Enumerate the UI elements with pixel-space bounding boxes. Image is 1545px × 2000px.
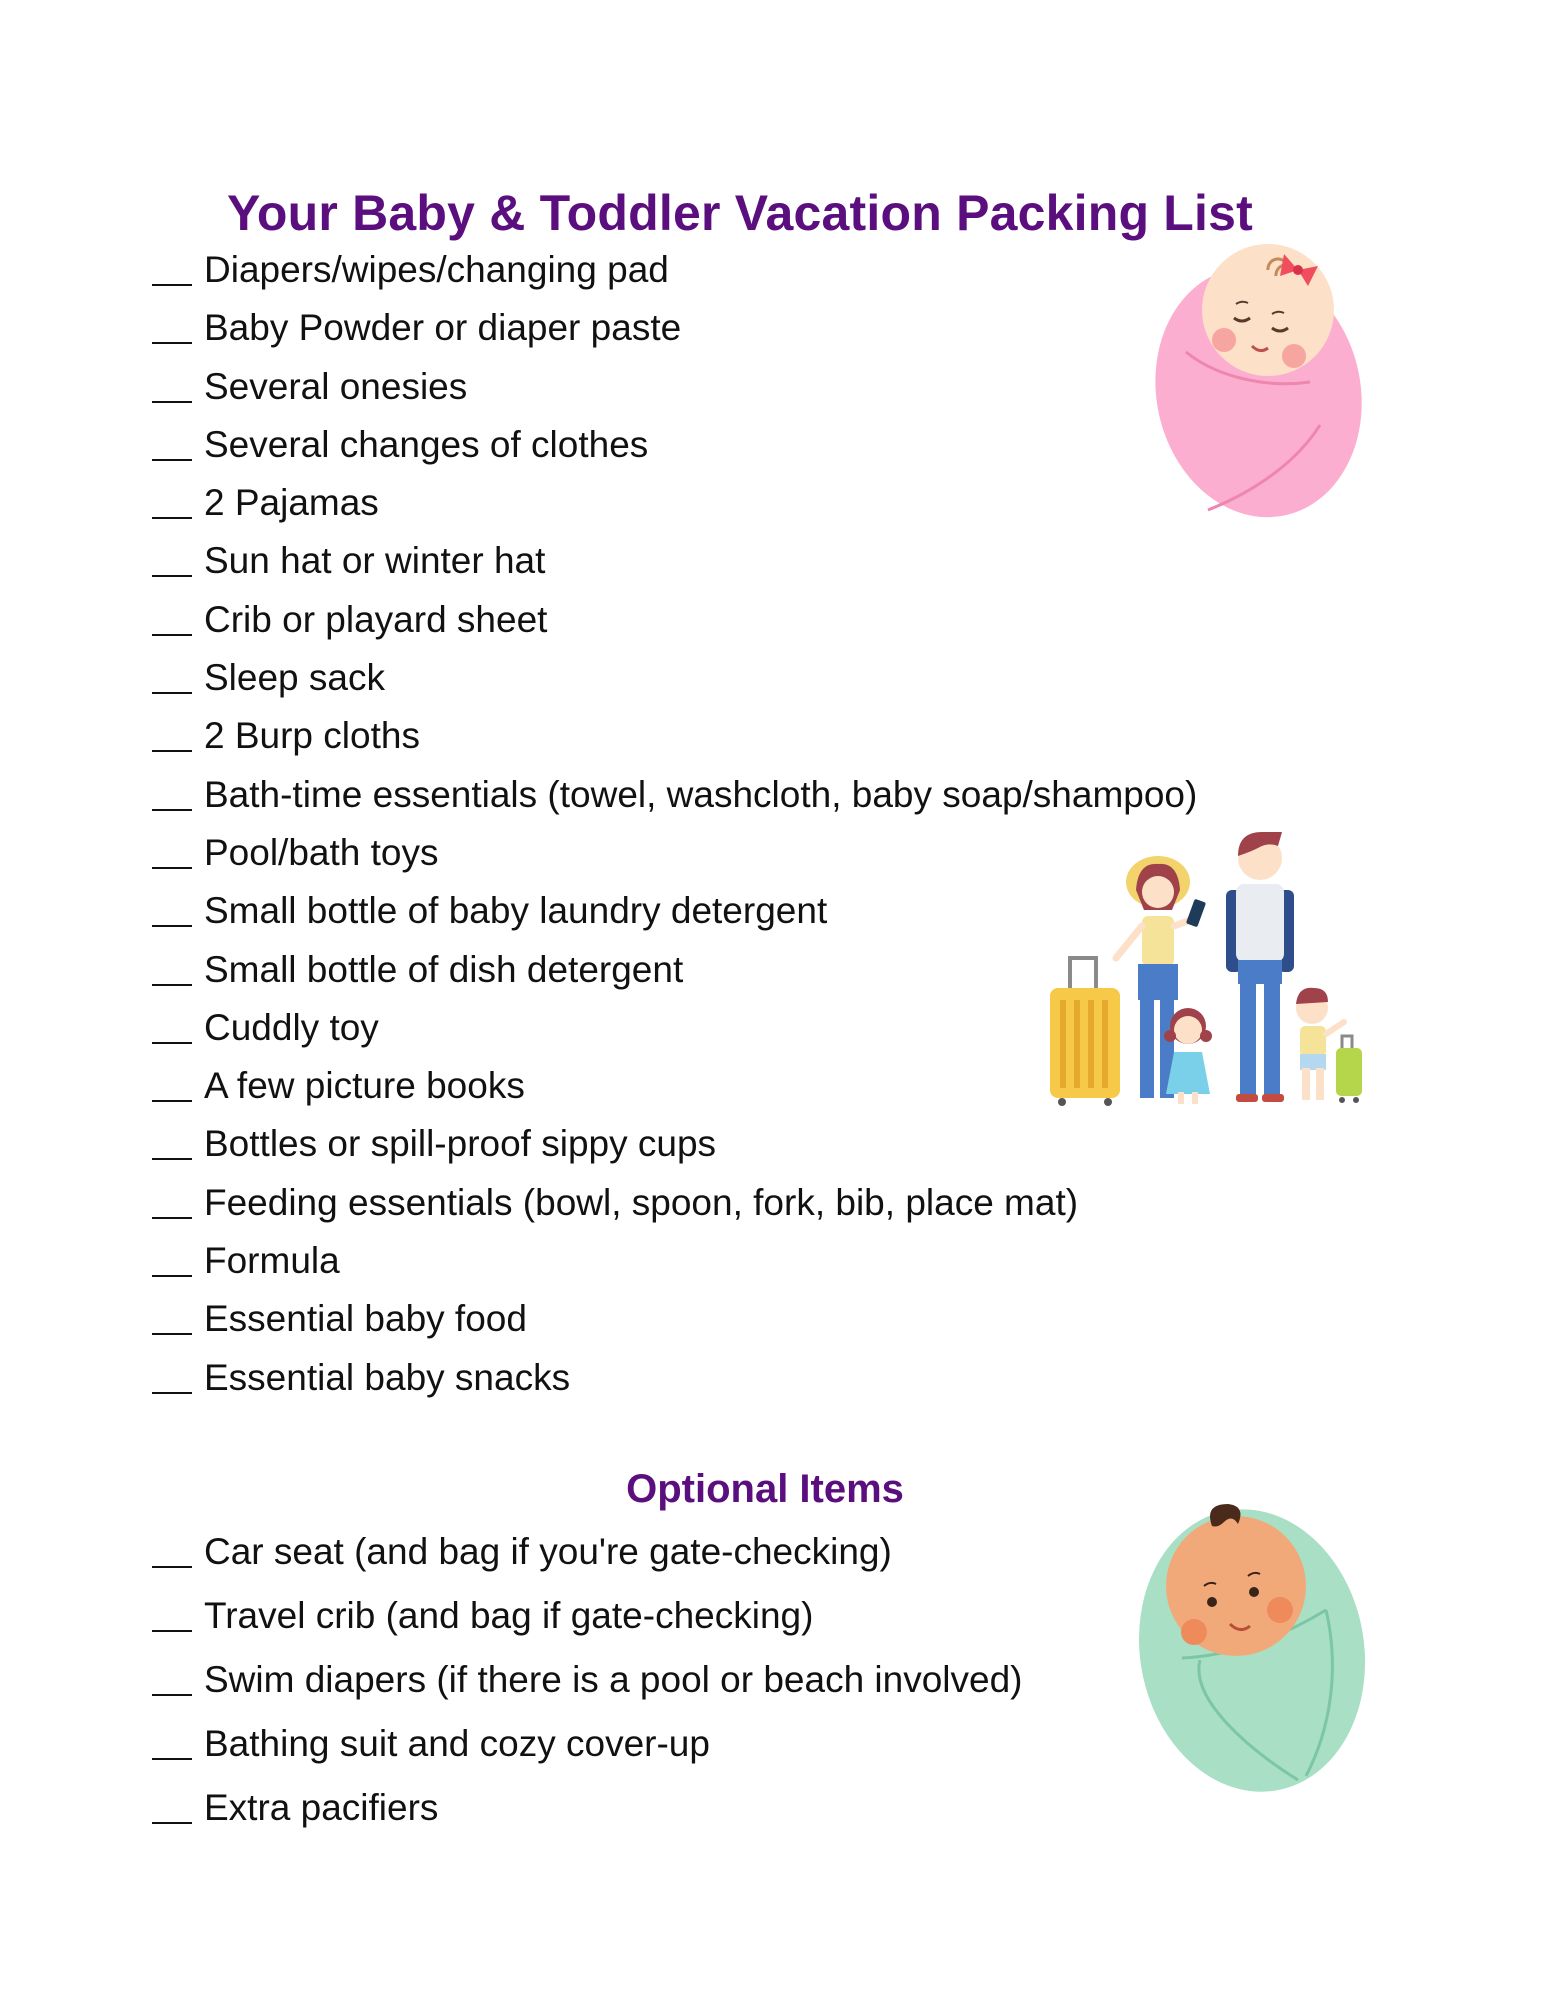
checklist-item	[152, 766, 1197, 824]
checkbox-blank-line[interactable]	[152, 284, 192, 286]
checklist-item	[152, 1174, 1197, 1232]
checkbox-blank-line[interactable]	[152, 1275, 192, 1277]
checkbox-blank-line[interactable]	[152, 634, 192, 636]
checkbox-blank-line[interactable]	[152, 342, 192, 344]
checkbox-blank-line[interactable]	[152, 1694, 192, 1696]
optional-checklist-item	[152, 1776, 1023, 1840]
checkbox-blank-line[interactable]	[152, 1566, 192, 1568]
item-label: Car seat (and bag if you're gate-checking)	[204, 1531, 892, 1572]
checkbox-blank-line[interactable]	[152, 1392, 192, 1394]
item-label: 2 Pajamas	[204, 482, 379, 524]
optional-checklist-item	[152, 1520, 1023, 1584]
optional-checklist-item	[152, 1648, 1023, 1712]
item-label: Feeding essentials (bowl, spoon, fork, bib, place mat)	[204, 1181, 1079, 1223]
father-figure	[1226, 832, 1294, 1102]
item-label: Diapers/wipes/changing pad	[204, 249, 669, 290]
checklist-item	[152, 241, 1197, 299]
item-label: Bath-time essentials (towel, washcloth, baby soap/shampoo)	[204, 773, 1198, 815]
checkbox-blank-line[interactable]	[152, 692, 192, 694]
item-label: Several onesies	[204, 365, 468, 407]
item-label: Small bottle of dish detergent	[204, 948, 684, 990]
item-label: Cuddly toy	[204, 1006, 379, 1048]
checkbox-blank-line[interactable]	[152, 1822, 192, 1824]
checkbox-blank-line[interactable]	[152, 1217, 192, 1219]
checkbox-blank-line[interactable]	[152, 1333, 192, 1335]
checkbox-blank-line[interactable]	[152, 1758, 192, 1760]
yellow-suitcase-icon	[1050, 958, 1120, 1106]
checkbox-blank-line[interactable]	[152, 809, 192, 811]
item-label: Essential baby food	[204, 1298, 527, 1340]
page-title: Your Baby & Toddler Vacation Packing List	[227, 184, 1253, 241]
item-label: Several changes of clothes	[204, 423, 649, 465]
cheek-blush	[1181, 1619, 1207, 1645]
checklist-item	[152, 591, 1197, 649]
checklist-item	[152, 532, 1197, 590]
awake-baby-illustration	[1130, 1500, 1380, 1800]
eye	[1249, 1587, 1259, 1597]
item-label: Formula	[204, 1240, 340, 1282]
item-label: Extra pacifiers	[204, 1787, 439, 1828]
family-travel-illustration	[1040, 830, 1380, 1130]
checkbox-blank-line[interactable]	[152, 1042, 192, 1044]
checkbox-blank-line[interactable]	[152, 459, 192, 461]
item-label: Bottles or spill-proof sippy cups	[204, 1123, 717, 1165]
item-label: Pool/bath toys	[204, 831, 439, 873]
checkbox-blank-line[interactable]	[152, 1100, 192, 1102]
checkbox-blank-line[interactable]	[152, 1158, 192, 1160]
item-label: Swim diapers (if there is a pool or beach involved)	[204, 1659, 1023, 1700]
checklist-item	[152, 1232, 1197, 1290]
item-label: Essential baby snacks	[204, 1356, 571, 1398]
checkbox-blank-line[interactable]	[152, 750, 192, 752]
optional-checklist	[152, 1520, 1023, 1840]
item-label: Crib or playard sheet	[204, 598, 548, 640]
checkbox-blank-line[interactable]	[152, 867, 192, 869]
checkbox-blank-line[interactable]	[152, 575, 192, 577]
checklist-item	[152, 1290, 1197, 1348]
item-label: Bathing suit and cozy cover-up	[204, 1723, 710, 1764]
item-label: Travel crib (and bag if gate-checking)	[204, 1595, 814, 1636]
checklist-item	[152, 358, 1197, 416]
checklist-item	[152, 1349, 1197, 1407]
checklist-item	[152, 416, 1197, 474]
cheek-blush	[1267, 1597, 1293, 1623]
checkbox-blank-line[interactable]	[152, 517, 192, 519]
sleeping-baby-girl-illustration	[1148, 240, 1368, 520]
item-label: Sun hat or winter hat	[204, 540, 546, 582]
item-label: Baby Powder or diaper paste	[204, 307, 682, 349]
checklist-item	[152, 707, 1197, 765]
item-label: Small bottle of baby laundry detergent	[204, 890, 828, 932]
item-label: A few picture books	[204, 1065, 525, 1107]
cheek-blush	[1282, 344, 1306, 368]
cheek-blush	[1212, 328, 1236, 352]
item-label: Sleep sack	[204, 657, 385, 699]
optional-items-heading: Optional Items	[626, 1467, 904, 1512]
checkbox-blank-line[interactable]	[152, 401, 192, 403]
checkbox-blank-line[interactable]	[152, 984, 192, 986]
checklist-item	[152, 299, 1197, 357]
checkbox-blank-line[interactable]	[152, 925, 192, 927]
eye	[1207, 1597, 1217, 1607]
optional-checklist-item	[152, 1584, 1023, 1648]
optional-checklist-item	[152, 1712, 1023, 1776]
checkbox-blank-line[interactable]	[152, 1630, 192, 1632]
green-suitcase-icon	[1336, 1036, 1362, 1103]
checklist-item	[152, 474, 1197, 532]
checklist	[152, 241, 1197, 1407]
item-label: 2 Burp cloths	[204, 715, 420, 757]
checklist-item	[152, 649, 1197, 707]
